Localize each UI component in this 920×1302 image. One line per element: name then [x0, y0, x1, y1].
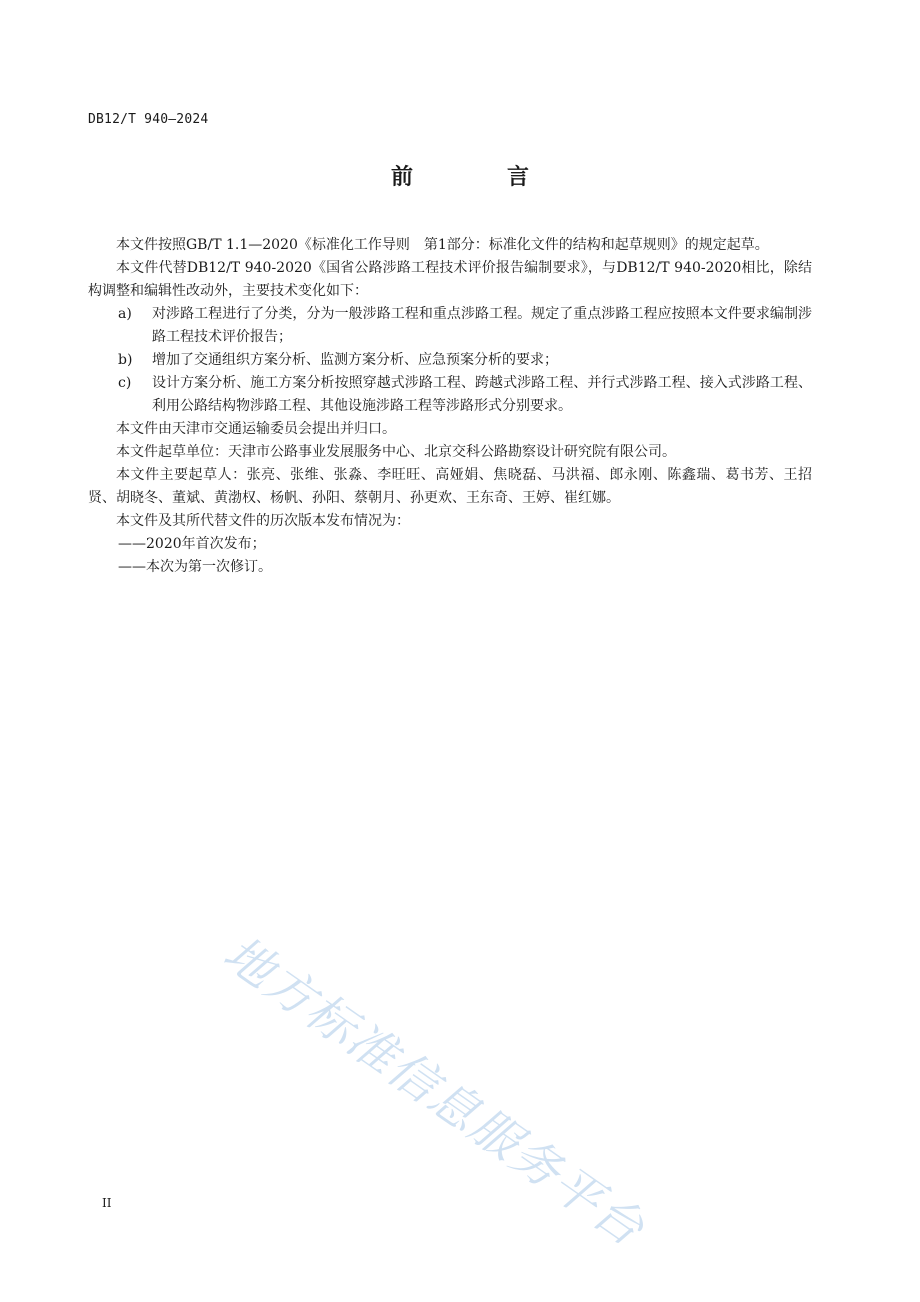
paragraph-drafting-rules: 本文件按照GB/T 1.1—2020《标准化工作导则 第1部分：标准化文件的结构和起草规则》的规定起草。	[116, 237, 769, 253]
watermark: 地方标准信息服务平台	[213, 925, 656, 1258]
page-title: 前 言	[390, 165, 565, 190]
list-marker: a)	[118, 306, 132, 322]
list-item	[88, 372, 812, 418]
list-item	[88, 349, 812, 372]
paragraph-drafters: 本文件主要起草人：张亮、张维、张淼、李旺旺、高娅娟、焦晓磊、马洪福、郎永刚、陈鑫瑞、葛书芳、王招贤、胡晓冬、董斌、黄渤权、杨帆、孙阳、蔡朝月、孙更欢、王东奇、王婷、崔红娜。	[88, 467, 812, 506]
list-item	[88, 303, 812, 349]
document-code: DB12/T 940—2024	[88, 112, 209, 127]
foreword-body	[88, 234, 812, 579]
history-entry: ——2020年首次发布；	[118, 536, 266, 552]
history-entry: ——本次为第一次修订。	[118, 559, 272, 575]
paragraph-replaces: 本文件代替DB12/T 940-2020《国省公路涉路工程技术评价报告编制要求》，与DB12/T 940-2020相比，除结构调整和编辑性改动外，主要技术变化如下：	[88, 260, 812, 299]
page-number: II	[102, 1196, 112, 1210]
list-marker: c)	[118, 375, 132, 391]
list-text: 对涉路工程进行了分类，分为一般涉路工程和重点涉路工程。规定了重点涉路工程应按照本文件要求编制涉路工程技术评价报告；	[152, 306, 812, 345]
paragraph-proposer: 本文件由天津市交通运输委员会提出并归口。	[116, 421, 396, 437]
list-marker: b)	[118, 352, 133, 368]
paragraph-drafting-units: 本文件起草单位：天津市公路事业发展服务中心、北京交科公路勘察设计研究院有限公司。	[116, 444, 676, 460]
list-text: 增加了交通组织方案分析、监测方案分析、应急预案分析的要求；	[152, 352, 558, 368]
paragraph-history-intro: 本文件及其所代替文件的历次版本发布情况为：	[116, 513, 410, 529]
list-text: 设计方案分析、施工方案分析按照穿越式涉路工程、跨越式涉路工程、并行式涉路工程、接入式涉路工程、利用公路结构物涉路工程、其他设施涉路工程等涉路形式分别要求。	[152, 375, 812, 414]
